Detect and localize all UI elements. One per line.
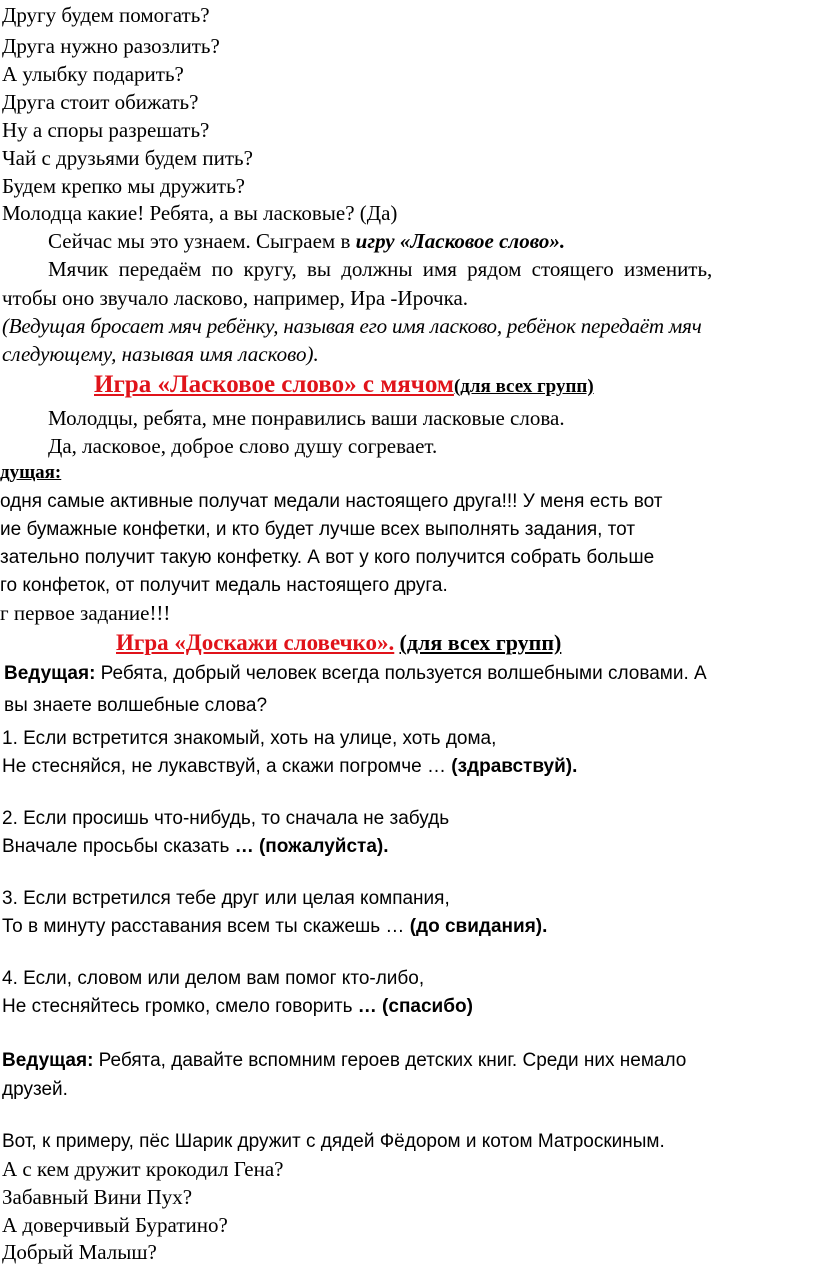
- riddle-answer: (до свидания).: [409, 916, 548, 937]
- riddle-line: [2, 754, 577, 780]
- poem-line: Молодца какие! Ребята, а вы ласковые? (Да): [2, 201, 398, 225]
- poem-line: Чай с друзьями будем пить?: [2, 146, 253, 170]
- friends-line: А с кем дружит крокодил Гена?: [2, 1157, 284, 1181]
- medals-line: г первое задание!!!: [0, 601, 171, 625]
- medals-line: зательно получит такую конфетку. А вот у кого получится собрать больше: [0, 547, 655, 568]
- host-intro-text: Ребята, добрый человек всегда пользуется волшебными словами. А: [95, 663, 707, 684]
- host-intro-line: [4, 661, 707, 687]
- riddle-line: [2, 994, 473, 1020]
- poem-line: Друга стоит обижать?: [2, 90, 199, 114]
- poem-line: Другу будем помогать?: [2, 3, 210, 27]
- host-books-text: Ребята, давайте вспомним героев детских книг. Среди них немало: [93, 1050, 687, 1071]
- heading-groups: (для всех групп): [453, 376, 594, 397]
- host-label: Ведущая:: [4, 663, 96, 684]
- riddle-line: 1. Если встретится знакомый, хоть на улице, хоть дома,: [2, 728, 497, 749]
- heading-title: Игра «Ласковое слово» с мячом: [94, 371, 454, 398]
- host-intro-line: вы знаете волшебные слова?: [4, 695, 268, 716]
- host-books-line: [2, 1048, 686, 1074]
- ball-instruction-line: Мячик передаём по кругу, вы должны имя рядом стоящего изменить,: [48, 257, 713, 281]
- riddle-text: Вначале просьбы сказать: [2, 836, 235, 857]
- friends-line: Добрый Малыш?: [2, 1240, 157, 1264]
- friends-line: Вот, к примеру, пёс Шарик дружит с дядей Фёдором и котом Матроскиным.: [2, 1131, 665, 1152]
- host-label: дущая:: [0, 462, 62, 483]
- poem-line: Друга нужно разозлить?: [2, 34, 220, 58]
- ball-instruction-line: чтобы оно звучало ласково, например, Ира -Ирочка.: [2, 286, 469, 310]
- game-intro-text: Сейчас мы это узнаем. Сыграем в: [48, 229, 356, 253]
- host-label: Ведущая:: [2, 1050, 94, 1071]
- friends-line: Забавный Вини Пух?: [2, 1185, 193, 1209]
- section-heading-affectionate-word: [94, 369, 594, 403]
- riddle-answer: (здравствуй).: [451, 756, 578, 777]
- friends-line: А доверчивый Буратино?: [2, 1213, 228, 1237]
- section-heading-finish-word: [116, 628, 561, 658]
- poem-line: Будем крепко мы дружить?: [2, 174, 246, 198]
- riddle-line: 2. Если просишь что-нибудь, то сначала не забудь: [2, 808, 450, 829]
- riddle-line: [2, 914, 547, 940]
- game-intro: [48, 228, 565, 254]
- riddle-line: 3. Если встретился тебе друг или целая компания,: [2, 888, 450, 909]
- heading-title: Игра «Доскажи словечко».: [116, 630, 395, 655]
- riddle-answer: … (спасибо): [357, 996, 473, 1017]
- host-books-line: друзей.: [2, 1079, 68, 1100]
- medals-line: ие бумажные конфетки, и кто будет лучше всех выполнять задания, тот: [0, 519, 636, 540]
- poem-line: А улыбку подарить?: [2, 62, 184, 86]
- riddle-text: То в минуту расставания всем ты скажешь …: [2, 916, 410, 937]
- host-note-line: следующему, называя имя ласково).: [2, 342, 319, 366]
- poem-line: Ну а споры разрешать?: [2, 118, 210, 142]
- heading-groups: (для всех групп): [399, 630, 562, 655]
- praise-line: Молодцы, ребята, мне понравились ваши ласковые слова.: [48, 406, 565, 430]
- medals-line: го конфеток, от получит медаль настоящего друга.: [0, 575, 448, 596]
- riddle-answer: … (пожалуйста).: [234, 836, 389, 857]
- host-note-line: (Ведущая бросает мяч ребёнку, называя его имя ласково, ребёнок передаёт мяч: [2, 314, 702, 338]
- medals-line: одня самые активные получат медали настоящего друга!!! У меня есть вот: [0, 491, 663, 512]
- riddle-line: 4. Если, словом или делом вам помог кто-либо,: [2, 968, 425, 989]
- riddle-text: Не стесняйтесь громко, смело говорить: [2, 996, 358, 1017]
- riddle-text: Не стесняйся, не лукавствуй, а скажи погромче …: [2, 756, 452, 777]
- riddle-line: [2, 834, 389, 860]
- game-name: игру «Ласковое слово».: [355, 229, 566, 253]
- praise-line: Да, ласковое, доброе слово душу согревает.: [48, 434, 438, 458]
